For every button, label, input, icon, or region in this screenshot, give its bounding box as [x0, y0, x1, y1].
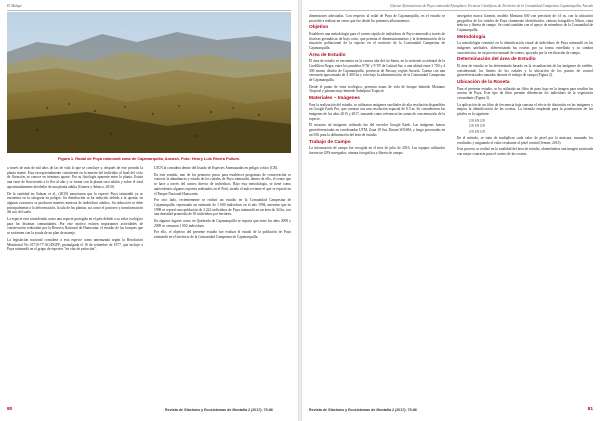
body-paragraph: Para el presente estudio, se ha utilizado un filtro de paso bajo en la imagen para resaltar las rosetas de Puya. Este tipo de filtro permite diferenciar los individuos de la vegetación circundante (Figura 3). [457, 86, 593, 100]
running-header-author: El Malqui [7, 4, 22, 8]
journal-footer-right: Revista de Glaciares y Ecosistemas de Montaña 2 (2017): 79-86 [309, 408, 417, 412]
section-heading: Trabajo de Campo [309, 139, 351, 145]
journal-footer-left: Revista de Glaciares y Ecosistemas de Montaña 2 (2017): 79-86 [165, 408, 273, 412]
body-paragraph: En este sentido, uno de los primeros pasos para establecer programas de conservación es conocer la abundancia y estado de los rodales de Puya raimondii, dentro de ello, el censo que se hace a través del conteo directo de individuos. Bajo esta metodología, se tiene como antecedentes algunos reportes realizados en el Perú, siendo el más reciente el que se reportó en el Parque Nacional Huascarán. [154, 172, 291, 196]
left-page [0, 0, 298, 421]
right-page-column-2 [457, 14, 593, 404]
body-paragraph: El área de estudio se ha determinado basado en la visualización de las imágenes de satélite, considerando los límites de los rodales y la ubicación de los puntos de control georreferenciados tomados durante el trabajo de campo (Figura 2). [457, 63, 593, 78]
filter-matrix-row: 1/9 1/9 1/9 [469, 118, 485, 123]
body-paragraph: Desde el punto de vista ecológico, presenta zonas de vida de bosque húmedo Montano Tropical y páramo muy húmedo Subalpino Tropical. [309, 84, 445, 94]
header-rule [7, 10, 291, 11]
running-header-title: Glaciar Aformaciones de Puya raimondii Ejemplares Técnicas Cientificas de Territorio de la Comunidad Campesina Cajamarquilla, Ancash [389, 4, 593, 8]
body-paragraph: La especie está considerada como una especie protegida en el país debido a su valor ecológico para las distintas comunidades. Por este motivo existen importantes actividades de conservación realizadas por la Reserva Nacional de Huascarán, el estudio de los bosques que se sostienen con la ayuda de un plan de manejo. [7, 217, 143, 236]
left-page-column-1 [7, 166, 143, 404]
body-paragraph: En algunos lugares como en Quebrada de Cajamarquilla se reporta que entre los años 2008 y 2009 se censaron 1 002 individuos. [154, 219, 291, 228]
body-paragraph: Por otro lado, recientemente se realizó un estudio en la Comunidad Campesina de Cajamarquilla, reportando un estimado de 1 600 individuos en el año 1994, mientras que en 1998 se reportó una población de 2 222 individuos de Puya raimondii en un área de 34 ha, con una densidad promedio de 65 individuos por hectárea. [154, 198, 291, 217]
page-number-right: 81 [587, 407, 593, 412]
filter-matrix-row: 1/9 1/9 1/9 [469, 124, 485, 129]
section-heading: Metodología [457, 34, 486, 40]
body-paragraph: La información de campo fue recogida en el mes de julio de 2016. Los equipos utilizados fueron un GPS navegador, cámara fotográfica y libreta de campo. [309, 146, 445, 155]
body-paragraph: a través de más de mil años de las de vida lo que se concluye y, después de este periodo la planta muere. Esta excepcionalmente consistente en la muerte del individuo al final del ciclo de floración, se conoce en términos aparte. Por su fisiología aparente entre la planta. Existe una serie de floreciendo a la flor al año y se forma con la planta seca adulta y sobre el total aproximadamente alrededor de una planta adulta (Gomez y Añazco, 2010). [7, 166, 143, 189]
header-rule [309, 10, 593, 11]
right-page-column-1 [309, 14, 445, 404]
body-paragraph: Por ello, el objetivo del presente estudio fue evaluar el estado de la población de Puya raimondii en el territorio de la Comunidad Campesina de Cajamarquilla. [154, 230, 291, 240]
section-heading: Objetivo [309, 25, 329, 31]
page-number-left: 80 [7, 407, 13, 412]
filter-matrix-row: 1/9 1/9 1/9 [469, 130, 485, 135]
body-paragraph: En el método, se trata de multiplicar cada valor de píxel por la máscara, sumando los resultados y asignando el valor resultante al píxel central (Jensen, 2015). [457, 135, 593, 145]
section-heading: Ubicación de la Roseta [457, 80, 510, 86]
body-paragraph: Establecer una metodología para el conteo rápido de individuos de Puya raimondii a través de técnicas geomáticas de bajo costo, que permita el dimensionamiento y la determinación de la situación poblacional de la especie en el territorio de la Comunidad Campesina de Cajamarquilla. [309, 31, 445, 51]
section-heading: Determinación del área de Estudio [457, 57, 536, 63]
body-paragraph: El mosaico de imágenes utilizado fue del servidor Google Earth. Las imágenes fueron georreferenciadas en coordenadas UTM, Zona 18 Sur, Datum WGS84, y luego procesadas en un SIG para la delimitación del área de estudio. [309, 123, 445, 137]
right-page [302, 0, 600, 421]
body-paragraph: navegador marca Garmin, modelo Montana 650 con precisión de ±3 m, con la ubicación geográfica de los rodales de Puya claramente identificados, cámara fotográfica Nikon, cinta métrica y libreta de campo. Se contó también con el apoyo de miembros de la Comunidad de Cajamarquilla. [457, 14, 593, 33]
body-paragraph: Este proceso se realizó en la totalidad del área de estudio, obteniéndose una imagen suavizada con mejor contraste para el conteo de las rosetas. [457, 147, 593, 156]
body-paragraph: dimensiones adecuadas. Con respecto al rodal de Puya de Cajamarquilla, en el estudio se procedió a realizar un censo que fue desde los primeros afloramientos. [309, 14, 445, 23]
body-paragraph: La aplicación de un filtro de frecuencia baja suaviza el efecto de distorsión en las imágenes y mejora la identificación de las rosetas. La fórmula empleada para la ponderación de los píxeles es la siguiente: [457, 102, 593, 117]
left-page-column-2 [154, 166, 291, 404]
section-heading: Área de Estudio [309, 52, 346, 58]
mountain-landscape-photo [7, 12, 291, 153]
section-heading: Materiales – Imágenes [309, 96, 360, 102]
body-paragraph: El área de estudio se encuentra en la cuenca alta del río Santa, en la vertiente occidental de la Cordillera Negra, entre los paralelos 9°56' y 9°59' de Latitud Sur, a una altitud entre 3 700 y 4 300 msnm, distrito de Cajamarquilla, provincia de Recuay, región Ancash. Cuenta con una extensión aproximada de 3 400 ha y está bajo la administración de la Comunidad Campesina de Cajamarquilla. [309, 59, 445, 83]
body-paragraph: UICN la considera dentro del listado de Especies Amenazadas en peligro crítico (CR). [154, 166, 279, 170]
body-paragraph: La metodología consistió en la identificación visual de individuos de Puya raimondii en las imágenes satelitales, diferenciando las rosetas por su forma estrellada y su sombra característica, en un proceso manual de conteo, apoyado por la verificación de campo. [457, 41, 593, 55]
body-paragraph: Para la realización del estudio, se utilizaron imágenes satelitales de alta resolución disponibles en Google Earth Pro, que cuentan con una resolución espacial de 0.5 m. Se consideraron las imágenes de los años 2015 y 2017, tomando como referencia las zonas de concentración de la especie. [309, 102, 445, 121]
body-paragraph: La legislación nacional considera a esta especie como amenazada según la Resolución Ministerial No 01710-77-AG/DGFF, promulgada el 16 de setiembre de 1977, que incluye a Puya raimondii en el grupo de especies "en vías de extinción". [7, 237, 143, 252]
figure-caption: Figura 1. Rodal de Puya raimondii zona de Cajamarquilla, Ancash. Foto: Henry Luis Rivera Pullum. [57, 156, 241, 161]
body-paragraph: De la cantidad en Salazar et al., (2010) mencionan que la especie Puya raimondii ya se encuentra en la categoría en peligro. Su distribución se ha reducido debido a la quema, en algunas ocasiones se producen muertes masivas de individuos adultos. Su reducción se debe principalmente a la deforestación, la tala de las plantas, así como el pastoreo y transformación del uso del suelo. [7, 191, 143, 215]
